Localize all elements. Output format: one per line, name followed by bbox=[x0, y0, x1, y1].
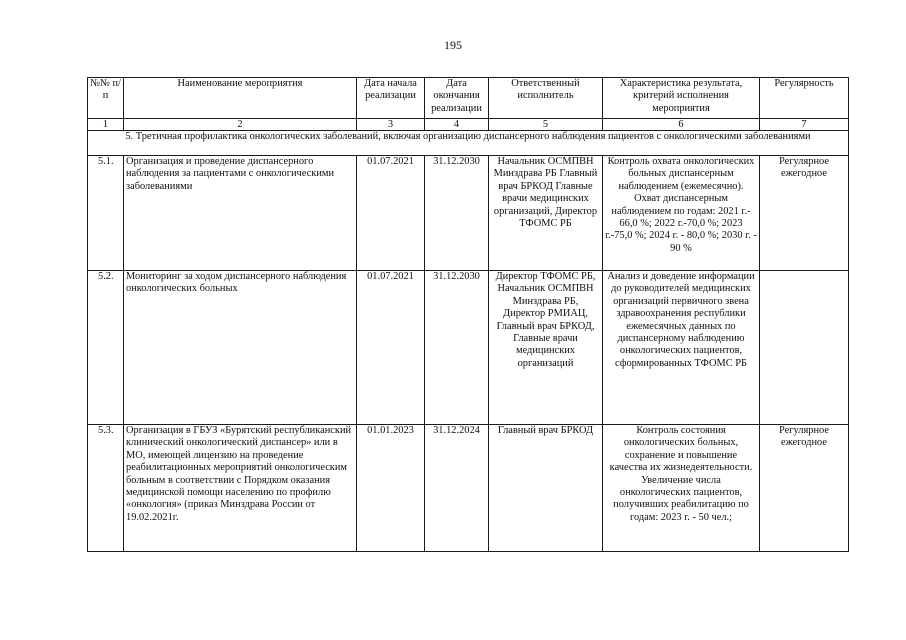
row-end-date: 31.12.2030 bbox=[425, 156, 489, 271]
table-row bbox=[88, 271, 849, 425]
column-number: 1 bbox=[88, 119, 124, 131]
column-number: 7 bbox=[760, 119, 849, 131]
header-end-date: Дата окончания реализации bbox=[425, 78, 489, 119]
table-header-row bbox=[88, 78, 849, 119]
section-row bbox=[88, 131, 849, 156]
row-responsible: Главный врач БРКОД bbox=[489, 425, 603, 552]
column-number: 6 bbox=[603, 119, 760, 131]
row-regularity bbox=[760, 271, 849, 425]
row-responsible: Директор ТФОМС РБ, Начальник ОСМПВН Минздрава РБ, Директор РМИАЦ, Главный врач БРКОД, Главные врачи медицинских организаций bbox=[489, 271, 603, 425]
header-result: Характеристика результата, критерий исполнения мероприятия bbox=[603, 78, 760, 119]
row-responsible: Начальник ОСМПВН Минздрава РБ Главный врач БРКОД Главные врачи медицинских организаций, Директор ТФОМС РБ bbox=[489, 156, 603, 271]
column-number: 3 bbox=[357, 119, 425, 131]
row-regularity: Регулярное ежегодное bbox=[760, 156, 849, 271]
header-start-date: Дата начала реализации bbox=[357, 78, 425, 119]
page-number: 195 bbox=[444, 38, 462, 52]
row-measure-name: Организация и проведение диспансерного наблюдения за пациентами с онкологическими заболеваниями bbox=[124, 156, 357, 271]
row-number: 5.2. bbox=[88, 271, 124, 425]
row-measure-name: Организация в ГБУЗ «Бурятский республиканский клинический онкологический диспансер» или в МО, имеющей лицензию на проведение реабилитационных мероприятий онкологическим больным в соответствии с Порядком оказания медицинской помощи населению по профилю «онкология» (приказ Минздрава России от 19.02.2021г. bbox=[124, 425, 357, 552]
row-end-date: 31.12.2030 bbox=[425, 271, 489, 425]
row-number: 5.1. bbox=[88, 156, 124, 271]
column-numbers-row bbox=[88, 119, 849, 131]
column-number: 2 bbox=[124, 119, 357, 131]
row-result: Контроль состояния онкологических больных, сохранение и повышение качества их жизнедеятельности. Увеличение числа онкологических пациентов, получивших реабилитацию по годам: 2023 г. - 50 чел.; bbox=[603, 425, 760, 552]
row-measure-name: Мониторинг за ходом диспансерного наблюдения онкологических больных bbox=[124, 271, 357, 425]
row-number: 5.3. bbox=[88, 425, 124, 552]
column-number: 5 bbox=[489, 119, 603, 131]
row-start-date: 01.01.2023 bbox=[357, 425, 425, 552]
header-measure-name: Наименование мероприятия bbox=[124, 78, 357, 119]
measures-table bbox=[87, 77, 849, 552]
row-result: Анализ и доведение информации до руководителей медицинских организаций первичного звена здравоохранения республики ежемесячных данных по диспансерному наблюдению онкологических пациентов, сформированных ТФОМС РБ bbox=[603, 271, 760, 425]
table-row bbox=[88, 425, 849, 552]
header-responsible: Ответственный исполнитель bbox=[489, 78, 603, 119]
column-number: 4 bbox=[425, 119, 489, 131]
row-start-date: 01.07.2021 bbox=[357, 156, 425, 271]
section-title: 5. Третичная профилактика онкологических заболеваний, включая организацию диспансерного наблюдения пациентов с онкологическими заболеваниями bbox=[88, 131, 849, 156]
header-number: №№ п/п bbox=[88, 78, 124, 119]
table-row bbox=[88, 156, 849, 271]
row-start-date: 01.07.2021 bbox=[357, 271, 425, 425]
row-result: Контроль охвата онкологических больных диспансерным наблюдением (ежемесячно). Охват диспансерным наблюдением по годам: 2021 г.- 66,0 %; 2022 г.-70,0 %; 2023 г.-75,0 %; 2024 г. - 80,0 %; 2030 г. - 90 % bbox=[603, 156, 760, 271]
header-regularity: Регулярность bbox=[760, 78, 849, 119]
row-end-date: 31.12.2024 bbox=[425, 425, 489, 552]
row-regularity: Регулярное ежегодное bbox=[760, 425, 849, 552]
